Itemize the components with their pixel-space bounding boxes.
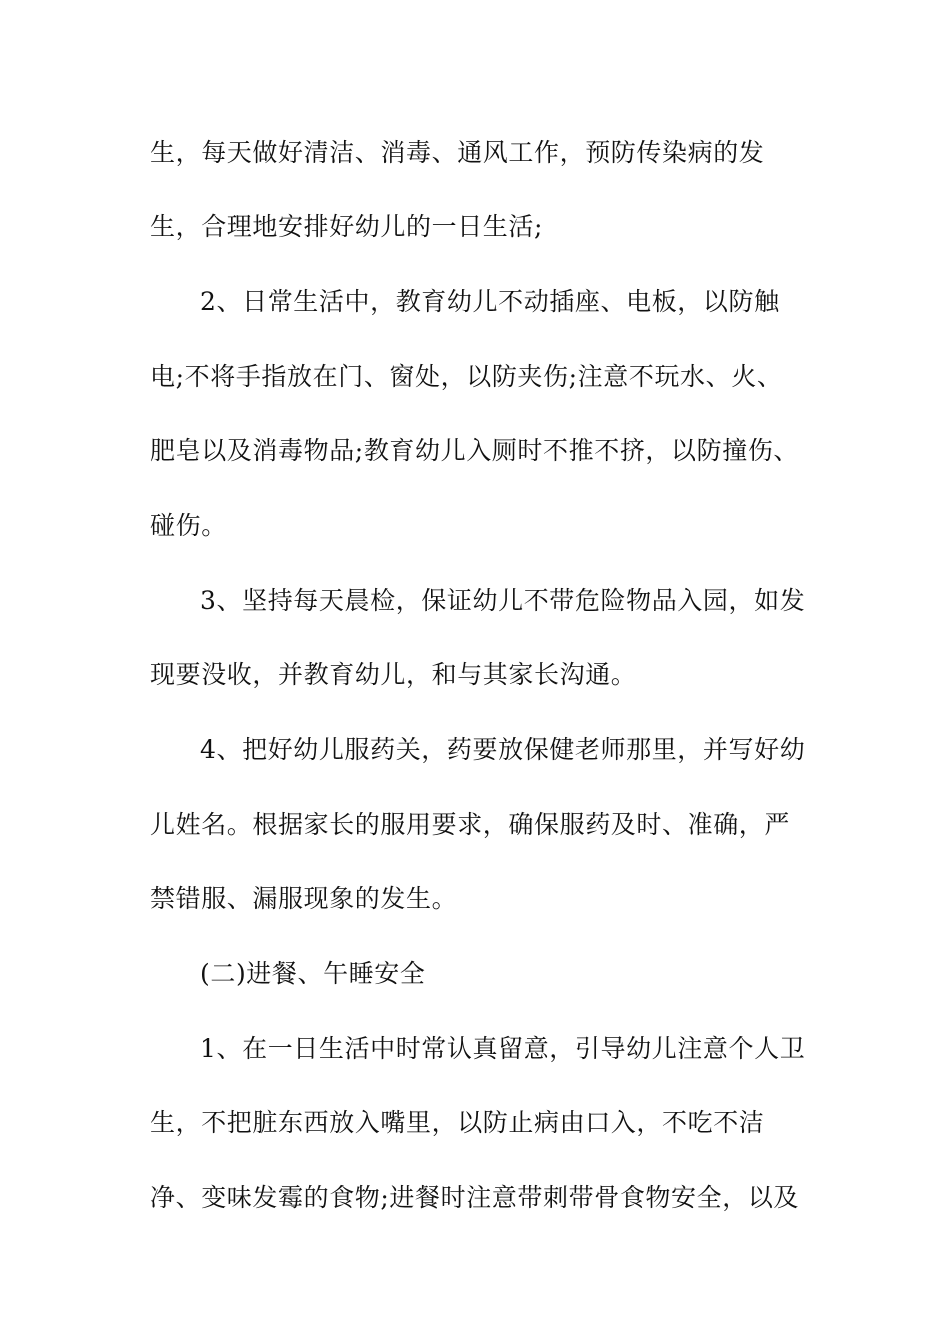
text-line: 生，合理地安排好幼儿的一日生活; [150, 212, 544, 241]
section-heading: (二)进餐、午睡安全 [200, 959, 426, 988]
paragraph-start-line: 2、日常生活中，教育幼儿不动插座、电板，以防触 [200, 287, 780, 316]
paragraph-start-line: 3、坚持每天晨检，保证幼儿不带危险物品入园，如发 [200, 586, 806, 615]
text-line: 净、变味发霉的食物;进餐时注意带刺带骨食物安全，以及 [150, 1183, 800, 1212]
text-line: 禁错服、漏服现象的发生。 [150, 884, 458, 913]
paragraph-start-line: 4、把好幼儿服药关，药要放保健老师那里，并写好幼 [200, 735, 806, 764]
text-line: 肥皂以及消毒物品;教育幼儿入厕时不推不挤，以防撞伤、 [150, 436, 800, 465]
text-line: 生，不把脏东西放入嘴里，以防止病由口入，不吃不洁 [150, 1108, 765, 1137]
text-line: 电;不将手指放在门、窗处，以防夹伤;注意不玩水、火、 [150, 362, 783, 391]
paragraph-start-line: 1、在一日生活中时常认真留意，引导幼儿注意个人卫 [200, 1034, 806, 1063]
text-line: 碰伤。 [150, 511, 227, 540]
text-line: 儿姓名。根据家长的服用要求，确保服药及时、准确，严 [150, 810, 791, 839]
text-line: 现要没收，并教育幼儿，和与其家长沟通。 [150, 660, 637, 689]
text-line: 生，每天做好清洁、消毒、通风工作，预防传染病的发 [150, 138, 765, 167]
